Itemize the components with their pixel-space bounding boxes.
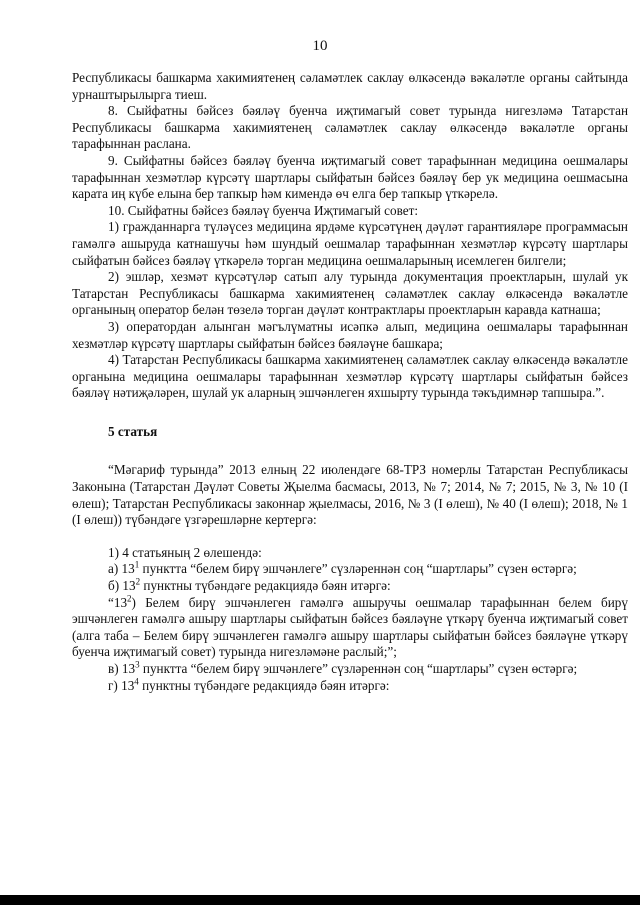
amendment-subitem-g	[72, 678, 628, 695]
quote-text: ) Белем бирү эшчәнлеген гамәлгә ашыручы оешмалар тарафыннан белем бирү эшчәнлеген гамәлгә ашыру шартлары сыйфатын бәйсез бәяләүне үткәрү буенча иҗтимагый совет (алга таба – Белем бирү эшчәнлеген гамәлгә ашыру шартлары сыйфатын бәйсез бәяләүне үткәрү буенча иҗтимагый совет) турында нигезләмәне раслый;”;	[72, 594, 628, 660]
subitem-v-text: пунктта “белем бирү эшчәнлеге” сүзләреннән соң “шартлары” сүзен өстәргә;	[139, 661, 578, 676]
subitem-a-sup: 1	[134, 560, 140, 571]
subitem-a-text: пунктта “белем бирү эшчәнлеге” сүзләреннән соң “шартлары” сүзен өстәргә;	[139, 561, 577, 577]
amendment-subitem-v	[72, 661, 628, 678]
document-body	[72, 70, 628, 694]
list-item-1: 1) гражданнарга түләүсез медицина ярдәме күрсәтүнең дәүләт гарантияләре программасын гамәлгә ашыруда катнашучы һәм шундый оешмалар тарафыннан хезмәтләр күрсәтү шартлары сыйфатын бәйсез бәяләү үткәрелә торган медицина оешмаларының исемлеген билгели;	[72, 219, 628, 268]
subitem-b-sup: 2	[135, 576, 141, 587]
subitem-b-prefix: б) 13	[108, 578, 136, 594]
article-heading: 5 статья	[108, 423, 158, 439]
scan-edge-bar	[0, 895, 640, 905]
subitem-g-text: пунктны түбәндәге редакциядә бәян итәргә:	[138, 677, 390, 693]
subitem-g-sup: 4	[134, 676, 139, 687]
amendment-subitem-a	[72, 561, 628, 578]
subitem-a-prefix: а) 13	[108, 561, 135, 577]
subitem-v-sup: 3	[135, 659, 140, 670]
quote-sup: 2	[127, 593, 132, 604]
subitem-v-prefix: в) 13	[108, 661, 136, 676]
amendment-item-1: 1) 4 статьяның 2 өлешендә:	[108, 544, 262, 560]
quote-prefix: “13	[108, 594, 128, 610]
list-item-2: 2) эшләр, хезмәт күрсәтүләр сатып алу турында документация проектларын, шулай ук Татарстан Республикасы башкарма хакимиятенең сәламәтлек саклау өлкәсендә вәкаләтле органының оператор белән төзелә торган дәүләт контрактлары проектларын каравда катнаша;	[72, 269, 628, 318]
subitem-g-prefix: г) 13	[108, 677, 135, 693]
page-number: 10	[312, 38, 328, 54]
amendment-quote	[72, 595, 628, 661]
list-item-4: 4) Татарстан Республикасы башкарма хакимиятенең сәламәтлек саклау өлкәсендә вәкаләтле органына медицина оешмалары тарафыннан хезмәтләр күрсәтү шартлары сыйфатын бәйсез бәяләү нәтиҗәләрен, шулай ук аларның эшчәнлеген яхшырту турында тәкъдимнәр тапшыра.”.	[72, 352, 628, 401]
paragraph-8: 8. Сыйфатны бәйсез бәяләү буенча иҗтимагый совет турында нигезләмә Татарстан Республикасы башкарма хакимиятенең сәламәтлек саклау өлкәсендә вәкаләтле органы тарафыннан раслана.	[72, 103, 628, 152]
subitem-b-text: пунктны түбәндәге редакциядә бәян итәргә:	[140, 578, 391, 594]
list-item-3: 3) оператордан алынган мәгълүматны исәпкә алып, медицина оешмалары тарафыннан хезмәтләр күрсәтү шартлары сыйфатын бәйсез бәяләүне башкара;	[72, 318, 628, 351]
article-intro: “Мәгариф турында” 2013 елның 22 июлендәге 68-ТРЗ номерлы Татарстан Республикасы Законына (Татарстан Дәүләт Советы Җыелма басмасы, 2013, № 7; 2014, № 7; 2015, № 3, № 10 (I өлеш); Татарстан Республикасы законнар җыелмасы, 2016, № 3 (I өлеш), № 40 (I өлеш); 2018, № 1 (I өлеш)) түбәндәге үзгәрешләрне кертергә:	[72, 462, 628, 528]
paragraph-9: 9. Сыйфатны бәйсез бәяләү буенча иҗтимагый совет тарафыннан медицина оешмалары тарафыннан хезмәтләр күрсәтү шартлары сыйфатын бәйсез бәяләү бер ук медицина оешмасына карата иң күбе елына бер тапкыр һәм кимендә өч елга бер тапкыр үткәрелә.	[72, 152, 628, 202]
paragraph-10: 10. Сыйфатны бәйсез бәяләү буенча Иҗтимагый совет:	[108, 202, 419, 218]
amendment-subitem-b	[72, 578, 628, 595]
paragraph-continuation: Республикасы башкарма хакимиятенең сәламәтлек саклау өлкәсендә вәкаләтле органы сайтында урнаштырылырга тиеш.	[72, 70, 628, 102]
